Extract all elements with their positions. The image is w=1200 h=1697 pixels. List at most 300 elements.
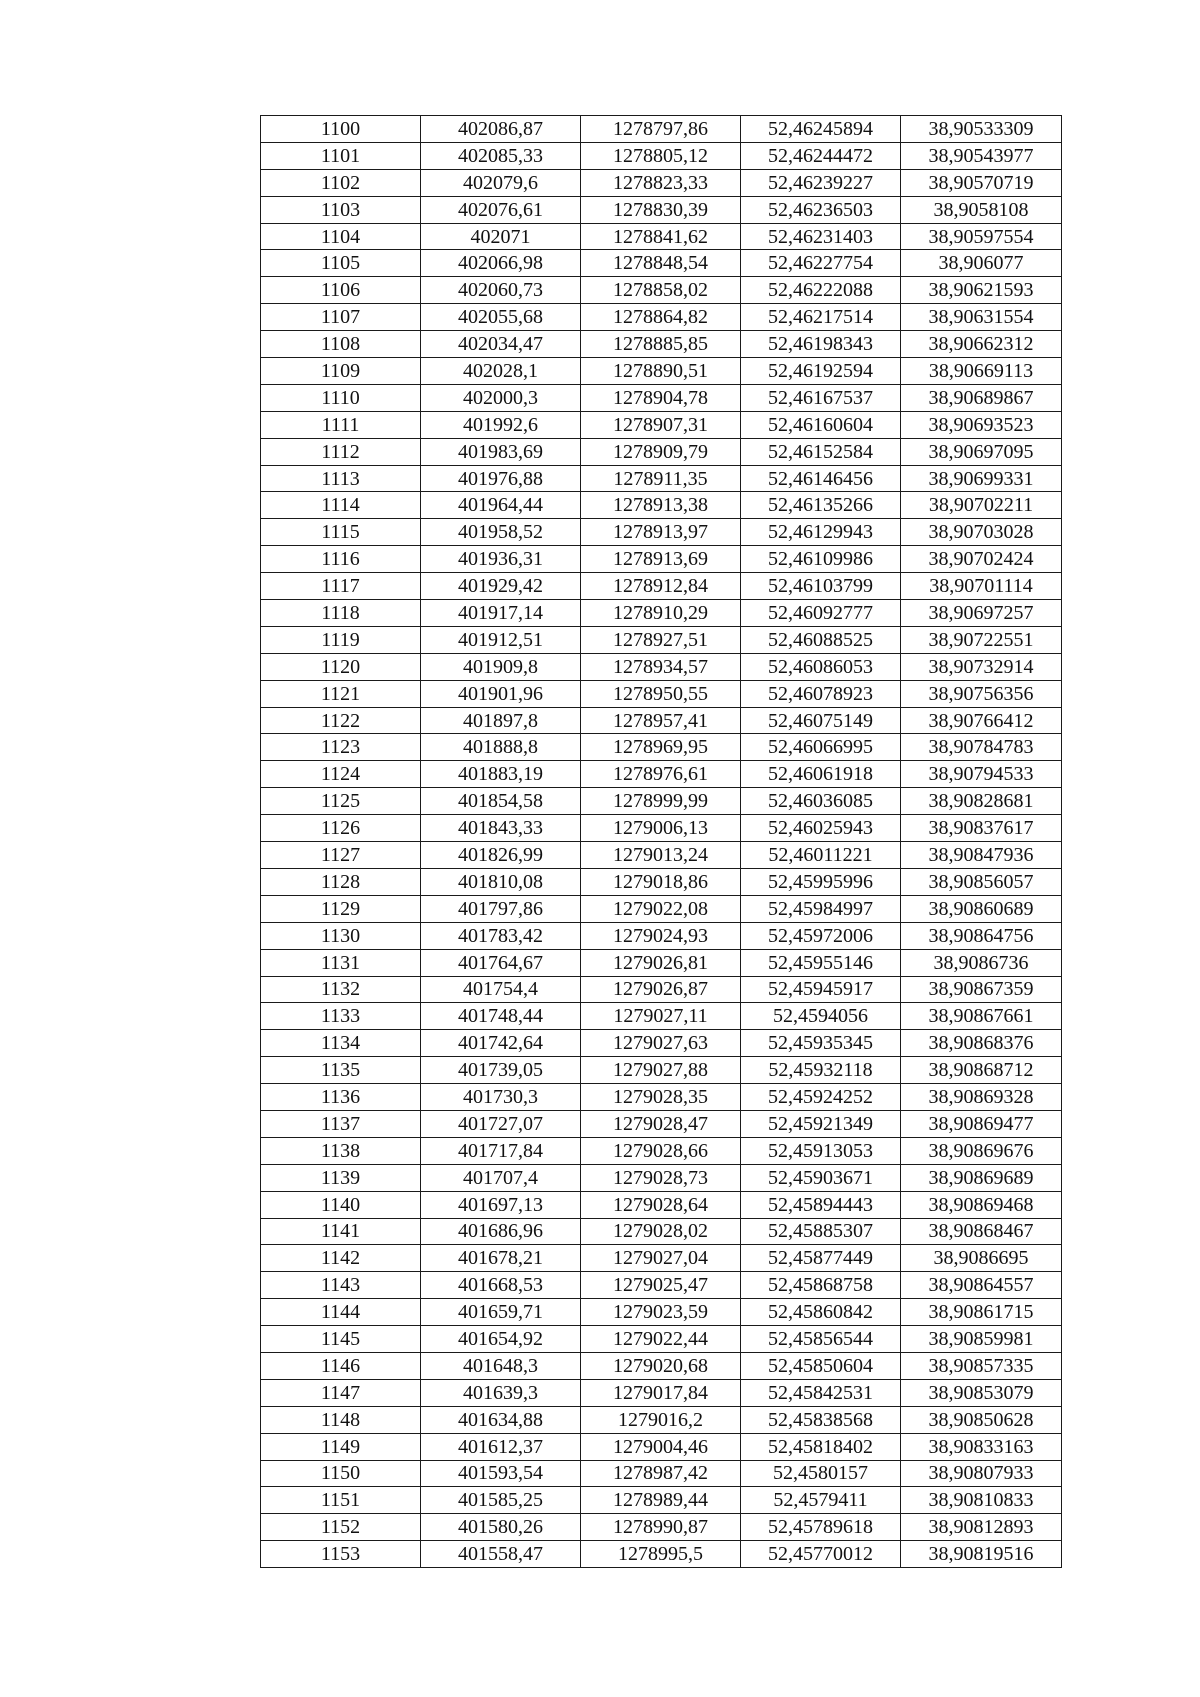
x-coordinate-cell: 402028,1 (421, 358, 581, 385)
y-coordinate-cell: 1278934,57 (581, 653, 741, 680)
latitude-cell: 52,45838568 (741, 1406, 901, 1433)
longitude-cell: 38,9086736 (901, 949, 1062, 976)
x-coordinate-cell: 401929,42 (421, 573, 581, 600)
latitude-cell: 52,46078923 (741, 680, 901, 707)
latitude-cell: 52,46086053 (741, 653, 901, 680)
longitude-cell: 38,90869676 (901, 1137, 1062, 1164)
table-row (261, 116, 1062, 143)
table-row (261, 142, 1062, 169)
table-row (261, 1514, 1062, 1541)
longitude-cell: 38,90868712 (901, 1057, 1062, 1084)
table-row (261, 868, 1062, 895)
longitude-cell: 38,906077 (901, 250, 1062, 277)
x-coordinate-cell: 402055,68 (421, 304, 581, 331)
x-coordinate-cell: 401983,69 (421, 438, 581, 465)
point-number-cell: 1144 (261, 1299, 421, 1326)
latitude-cell: 52,45860842 (741, 1299, 901, 1326)
x-coordinate-cell: 401739,05 (421, 1057, 581, 1084)
table-row (261, 1379, 1062, 1406)
latitude-cell: 52,46244472 (741, 142, 901, 169)
x-coordinate-cell: 401639,3 (421, 1379, 581, 1406)
point-number-cell: 1113 (261, 465, 421, 492)
longitude-cell: 38,90693523 (901, 411, 1062, 438)
latitude-cell: 52,45913053 (741, 1137, 901, 1164)
point-number-cell: 1145 (261, 1326, 421, 1353)
table-row (261, 573, 1062, 600)
y-coordinate-cell: 1278848,54 (581, 250, 741, 277)
latitude-cell: 52,45924252 (741, 1084, 901, 1111)
y-coordinate-cell: 1278864,82 (581, 304, 741, 331)
table-row (261, 734, 1062, 761)
x-coordinate-cell: 401754,4 (421, 976, 581, 1003)
table-row (261, 707, 1062, 734)
point-number-cell: 1129 (261, 895, 421, 922)
table-row (261, 626, 1062, 653)
point-number-cell: 1122 (261, 707, 421, 734)
point-number-cell: 1120 (261, 653, 421, 680)
table-row (261, 1191, 1062, 1218)
y-coordinate-cell: 1278995,5 (581, 1541, 741, 1568)
x-coordinate-cell: 401917,14 (421, 600, 581, 627)
table-row (261, 1541, 1062, 1568)
point-number-cell: 1103 (261, 196, 421, 223)
y-coordinate-cell: 1279017,84 (581, 1379, 741, 1406)
point-number-cell: 1137 (261, 1110, 421, 1137)
table-row (261, 1164, 1062, 1191)
table-row (261, 169, 1062, 196)
table-row (261, 358, 1062, 385)
longitude-cell: 38,90699331 (901, 465, 1062, 492)
table-row (261, 653, 1062, 680)
x-coordinate-cell: 401826,99 (421, 842, 581, 869)
table-row (261, 922, 1062, 949)
point-number-cell: 1128 (261, 868, 421, 895)
point-number-cell: 1114 (261, 492, 421, 519)
point-number-cell: 1124 (261, 761, 421, 788)
latitude-cell: 52,4579411 (741, 1487, 901, 1514)
x-coordinate-cell: 401730,3 (421, 1084, 581, 1111)
point-number-cell: 1102 (261, 169, 421, 196)
longitude-cell: 38,90861715 (901, 1299, 1062, 1326)
y-coordinate-cell: 1278841,62 (581, 223, 741, 250)
latitude-cell: 52,46167537 (741, 384, 901, 411)
latitude-cell: 52,46239227 (741, 169, 901, 196)
x-coordinate-cell: 401717,84 (421, 1137, 581, 1164)
point-number-cell: 1107 (261, 304, 421, 331)
latitude-cell: 52,46135266 (741, 492, 901, 519)
y-coordinate-cell: 1278989,44 (581, 1487, 741, 1514)
longitude-cell: 38,90732914 (901, 653, 1062, 680)
table-row (261, 1299, 1062, 1326)
x-coordinate-cell: 402071 (421, 223, 581, 250)
longitude-cell: 38,90850628 (901, 1406, 1062, 1433)
latitude-cell: 52,45921349 (741, 1110, 901, 1137)
y-coordinate-cell: 1279027,11 (581, 1003, 741, 1030)
x-coordinate-cell: 402076,61 (421, 196, 581, 223)
longitude-cell: 38,90837617 (901, 815, 1062, 842)
table-row (261, 1326, 1062, 1353)
longitude-cell: 38,90784783 (901, 734, 1062, 761)
y-coordinate-cell: 1279027,88 (581, 1057, 741, 1084)
y-coordinate-cell: 1279026,87 (581, 976, 741, 1003)
x-coordinate-cell: 401964,44 (421, 492, 581, 519)
table-row (261, 519, 1062, 546)
y-coordinate-cell: 1279028,73 (581, 1164, 741, 1191)
x-coordinate-cell: 401659,71 (421, 1299, 581, 1326)
longitude-cell: 38,90702424 (901, 546, 1062, 573)
latitude-cell: 52,45868758 (741, 1272, 901, 1299)
latitude-cell: 52,46025943 (741, 815, 901, 842)
latitude-cell: 52,46036085 (741, 788, 901, 815)
y-coordinate-cell: 1279004,46 (581, 1433, 741, 1460)
longitude-cell: 38,90869328 (901, 1084, 1062, 1111)
point-number-cell: 1143 (261, 1272, 421, 1299)
x-coordinate-cell: 402060,73 (421, 277, 581, 304)
x-coordinate-cell: 401992,6 (421, 411, 581, 438)
point-number-cell: 1127 (261, 842, 421, 869)
latitude-cell: 52,46061918 (741, 761, 901, 788)
latitude-cell: 52,45995996 (741, 868, 901, 895)
point-number-cell: 1115 (261, 519, 421, 546)
latitude-cell: 52,45972006 (741, 922, 901, 949)
longitude-cell: 38,90810833 (901, 1487, 1062, 1514)
table-row (261, 1487, 1062, 1514)
table-row (261, 1245, 1062, 1272)
longitude-cell: 38,90722551 (901, 626, 1062, 653)
table-row (261, 1030, 1062, 1057)
point-number-cell: 1133 (261, 1003, 421, 1030)
y-coordinate-cell: 1278911,35 (581, 465, 741, 492)
y-coordinate-cell: 1279028,47 (581, 1110, 741, 1137)
y-coordinate-cell: 1279020,68 (581, 1352, 741, 1379)
latitude-cell: 52,46245894 (741, 116, 901, 143)
x-coordinate-cell: 401748,44 (421, 1003, 581, 1030)
latitude-cell: 52,46192594 (741, 358, 901, 385)
point-number-cell: 1110 (261, 384, 421, 411)
longitude-cell: 38,90853079 (901, 1379, 1062, 1406)
y-coordinate-cell: 1278858,02 (581, 277, 741, 304)
latitude-cell: 52,46198343 (741, 331, 901, 358)
point-number-cell: 1100 (261, 116, 421, 143)
point-number-cell: 1142 (261, 1245, 421, 1272)
x-coordinate-cell: 401936,31 (421, 546, 581, 573)
longitude-cell: 38,90621593 (901, 277, 1062, 304)
x-coordinate-cell: 401585,25 (421, 1487, 581, 1514)
point-number-cell: 1139 (261, 1164, 421, 1191)
x-coordinate-cell: 401883,19 (421, 761, 581, 788)
latitude-cell: 52,46092777 (741, 600, 901, 627)
longitude-cell: 38,90833163 (901, 1433, 1062, 1460)
latitude-cell: 52,46129943 (741, 519, 901, 546)
longitude-cell: 38,90766412 (901, 707, 1062, 734)
table-row (261, 304, 1062, 331)
longitude-cell: 38,90701114 (901, 573, 1062, 600)
y-coordinate-cell: 1278913,97 (581, 519, 741, 546)
y-coordinate-cell: 1278987,42 (581, 1460, 741, 1487)
latitude-cell: 52,46109986 (741, 546, 901, 573)
table-row (261, 1110, 1062, 1137)
point-number-cell: 1151 (261, 1487, 421, 1514)
point-number-cell: 1105 (261, 250, 421, 277)
longitude-cell: 38,90819516 (901, 1541, 1062, 1568)
point-number-cell: 1126 (261, 815, 421, 842)
longitude-cell: 38,90703028 (901, 519, 1062, 546)
latitude-cell: 52,45932118 (741, 1057, 901, 1084)
y-coordinate-cell: 1279027,63 (581, 1030, 741, 1057)
longitude-cell: 38,90662312 (901, 331, 1062, 358)
table-row (261, 1057, 1062, 1084)
latitude-cell: 52,4594056 (741, 1003, 901, 1030)
x-coordinate-cell: 402079,6 (421, 169, 581, 196)
latitude-cell: 52,45818402 (741, 1433, 901, 1460)
point-number-cell: 1138 (261, 1137, 421, 1164)
point-number-cell: 1150 (261, 1460, 421, 1487)
x-coordinate-cell: 401707,4 (421, 1164, 581, 1191)
table-row (261, 277, 1062, 304)
latitude-cell: 52,46231403 (741, 223, 901, 250)
x-coordinate-cell: 401558,47 (421, 1541, 581, 1568)
x-coordinate-cell: 401593,54 (421, 1460, 581, 1487)
point-number-cell: 1135 (261, 1057, 421, 1084)
longitude-cell: 38,90869468 (901, 1191, 1062, 1218)
point-number-cell: 1132 (261, 976, 421, 1003)
longitude-cell: 38,90867359 (901, 976, 1062, 1003)
y-coordinate-cell: 1279028,66 (581, 1137, 741, 1164)
y-coordinate-cell: 1279027,04 (581, 1245, 741, 1272)
table-row (261, 976, 1062, 1003)
table-row (261, 250, 1062, 277)
latitude-cell: 52,45984997 (741, 895, 901, 922)
x-coordinate-cell: 401648,3 (421, 1352, 581, 1379)
latitude-cell: 52,45945917 (741, 976, 901, 1003)
coordinates-table-body (261, 116, 1062, 1568)
point-number-cell: 1106 (261, 277, 421, 304)
latitude-cell: 52,46217514 (741, 304, 901, 331)
latitude-cell: 52,45842531 (741, 1379, 901, 1406)
longitude-cell: 38,90864756 (901, 922, 1062, 949)
y-coordinate-cell: 1278904,78 (581, 384, 741, 411)
latitude-cell: 52,45894443 (741, 1191, 901, 1218)
latitude-cell: 52,45856544 (741, 1326, 901, 1353)
longitude-cell: 38,90868467 (901, 1218, 1062, 1245)
table-row (261, 788, 1062, 815)
x-coordinate-cell: 402085,33 (421, 142, 581, 169)
longitude-cell: 38,9058108 (901, 196, 1062, 223)
longitude-cell: 38,90669113 (901, 358, 1062, 385)
longitude-cell: 38,90869477 (901, 1110, 1062, 1137)
y-coordinate-cell: 1279026,81 (581, 949, 741, 976)
longitude-cell: 38,90864557 (901, 1272, 1062, 1299)
point-number-cell: 1148 (261, 1406, 421, 1433)
y-coordinate-cell: 1278890,51 (581, 358, 741, 385)
longitude-cell: 38,90794533 (901, 761, 1062, 788)
latitude-cell: 52,46146456 (741, 465, 901, 492)
x-coordinate-cell: 401634,88 (421, 1406, 581, 1433)
latitude-cell: 52,46236503 (741, 196, 901, 223)
y-coordinate-cell: 1279024,93 (581, 922, 741, 949)
x-coordinate-cell: 401897,8 (421, 707, 581, 734)
y-coordinate-cell: 1278927,51 (581, 626, 741, 653)
table-row (261, 1003, 1062, 1030)
y-coordinate-cell: 1279028,02 (581, 1218, 741, 1245)
x-coordinate-cell: 401901,96 (421, 680, 581, 707)
table-row (261, 1084, 1062, 1111)
x-coordinate-cell: 401580,26 (421, 1514, 581, 1541)
y-coordinate-cell: 1278950,55 (581, 680, 741, 707)
y-coordinate-cell: 1278912,84 (581, 573, 741, 600)
y-coordinate-cell: 1278976,61 (581, 761, 741, 788)
x-coordinate-cell: 401697,13 (421, 1191, 581, 1218)
y-coordinate-cell: 1279016,2 (581, 1406, 741, 1433)
point-number-cell: 1121 (261, 680, 421, 707)
point-number-cell: 1119 (261, 626, 421, 653)
longitude-cell: 38,90857335 (901, 1352, 1062, 1379)
x-coordinate-cell: 401668,53 (421, 1272, 581, 1299)
x-coordinate-cell: 401888,8 (421, 734, 581, 761)
x-coordinate-cell: 401912,51 (421, 626, 581, 653)
longitude-cell: 38,90856057 (901, 868, 1062, 895)
point-number-cell: 1134 (261, 1030, 421, 1057)
table-row (261, 492, 1062, 519)
y-coordinate-cell: 1278885,85 (581, 331, 741, 358)
point-number-cell: 1136 (261, 1084, 421, 1111)
y-coordinate-cell: 1278910,29 (581, 600, 741, 627)
y-coordinate-cell: 1279025,47 (581, 1272, 741, 1299)
x-coordinate-cell: 401810,08 (421, 868, 581, 895)
longitude-cell: 38,90860689 (901, 895, 1062, 922)
point-number-cell: 1149 (261, 1433, 421, 1460)
point-number-cell: 1140 (261, 1191, 421, 1218)
point-number-cell: 1131 (261, 949, 421, 976)
latitude-cell: 52,46227754 (741, 250, 901, 277)
latitude-cell: 52,46088525 (741, 626, 901, 653)
table-row (261, 411, 1062, 438)
latitude-cell: 52,45789618 (741, 1514, 901, 1541)
x-coordinate-cell: 401909,8 (421, 653, 581, 680)
latitude-cell: 52,46160604 (741, 411, 901, 438)
table-row (261, 384, 1062, 411)
table-row (261, 438, 1062, 465)
y-coordinate-cell: 1278913,69 (581, 546, 741, 573)
y-coordinate-cell: 1278823,33 (581, 169, 741, 196)
latitude-cell: 52,45877449 (741, 1245, 901, 1272)
point-number-cell: 1101 (261, 142, 421, 169)
point-number-cell: 1111 (261, 411, 421, 438)
y-coordinate-cell: 1279006,13 (581, 815, 741, 842)
table-row (261, 1406, 1062, 1433)
x-coordinate-cell: 401958,52 (421, 519, 581, 546)
y-coordinate-cell: 1279028,35 (581, 1084, 741, 1111)
latitude-cell: 52,45770012 (741, 1541, 901, 1568)
x-coordinate-cell: 401727,07 (421, 1110, 581, 1137)
longitude-cell: 38,90570719 (901, 169, 1062, 196)
longitude-cell: 38,90543977 (901, 142, 1062, 169)
y-coordinate-cell: 1278999,99 (581, 788, 741, 815)
x-coordinate-cell: 402066,98 (421, 250, 581, 277)
longitude-cell: 38,90807933 (901, 1460, 1062, 1487)
x-coordinate-cell: 401654,92 (421, 1326, 581, 1353)
latitude-cell: 52,45955146 (741, 949, 901, 976)
latitude-cell: 52,46103799 (741, 573, 901, 600)
latitude-cell: 52,45935345 (741, 1030, 901, 1057)
y-coordinate-cell: 1279013,24 (581, 842, 741, 869)
y-coordinate-cell: 1278805,12 (581, 142, 741, 169)
table-row (261, 1433, 1062, 1460)
y-coordinate-cell: 1278830,39 (581, 196, 741, 223)
longitude-cell: 38,90868376 (901, 1030, 1062, 1057)
x-coordinate-cell: 401612,37 (421, 1433, 581, 1460)
x-coordinate-cell: 402034,47 (421, 331, 581, 358)
y-coordinate-cell: 1279018,86 (581, 868, 741, 895)
y-coordinate-cell: 1278909,79 (581, 438, 741, 465)
x-coordinate-cell: 401854,58 (421, 788, 581, 815)
y-coordinate-cell: 1279022,44 (581, 1326, 741, 1353)
point-number-cell: 1117 (261, 573, 421, 600)
longitude-cell: 38,90697095 (901, 438, 1062, 465)
latitude-cell: 52,46075149 (741, 707, 901, 734)
longitude-cell: 38,90828681 (901, 788, 1062, 815)
table-row (261, 1218, 1062, 1245)
longitude-cell: 38,90859981 (901, 1326, 1062, 1353)
point-number-cell: 1112 (261, 438, 421, 465)
point-number-cell: 1123 (261, 734, 421, 761)
table-row (261, 465, 1062, 492)
y-coordinate-cell: 1278957,41 (581, 707, 741, 734)
table-row (261, 949, 1062, 976)
longitude-cell: 38,9086695 (901, 1245, 1062, 1272)
x-coordinate-cell: 401843,33 (421, 815, 581, 842)
x-coordinate-cell: 401764,67 (421, 949, 581, 976)
x-coordinate-cell: 401797,86 (421, 895, 581, 922)
latitude-cell: 52,45850604 (741, 1352, 901, 1379)
point-number-cell: 1108 (261, 331, 421, 358)
point-number-cell: 1146 (261, 1352, 421, 1379)
y-coordinate-cell: 1279023,59 (581, 1299, 741, 1326)
longitude-cell: 38,90689867 (901, 384, 1062, 411)
longitude-cell: 38,90533309 (901, 116, 1062, 143)
longitude-cell: 38,90756356 (901, 680, 1062, 707)
table-row (261, 600, 1062, 627)
longitude-cell: 38,90597554 (901, 223, 1062, 250)
table-row (261, 196, 1062, 223)
longitude-cell: 38,90867661 (901, 1003, 1062, 1030)
point-number-cell: 1130 (261, 922, 421, 949)
table-row (261, 895, 1062, 922)
latitude-cell: 52,45903671 (741, 1164, 901, 1191)
latitude-cell: 52,4580157 (741, 1460, 901, 1487)
x-coordinate-cell: 401783,42 (421, 922, 581, 949)
longitude-cell: 38,90869689 (901, 1164, 1062, 1191)
latitude-cell: 52,46011221 (741, 842, 901, 869)
longitude-cell: 38,90847936 (901, 842, 1062, 869)
longitude-cell: 38,90812893 (901, 1514, 1062, 1541)
point-number-cell: 1152 (261, 1514, 421, 1541)
table-row (261, 546, 1062, 573)
y-coordinate-cell: 1278907,31 (581, 411, 741, 438)
y-coordinate-cell: 1278913,38 (581, 492, 741, 519)
y-coordinate-cell: 1278990,87 (581, 1514, 741, 1541)
x-coordinate-cell: 401742,64 (421, 1030, 581, 1057)
table-row (261, 842, 1062, 869)
table-row (261, 1460, 1062, 1487)
table-row (261, 761, 1062, 788)
point-number-cell: 1125 (261, 788, 421, 815)
x-coordinate-cell: 402000,3 (421, 384, 581, 411)
y-coordinate-cell: 1279028,64 (581, 1191, 741, 1218)
y-coordinate-cell: 1278969,95 (581, 734, 741, 761)
longitude-cell: 38,90631554 (901, 304, 1062, 331)
point-number-cell: 1109 (261, 358, 421, 385)
